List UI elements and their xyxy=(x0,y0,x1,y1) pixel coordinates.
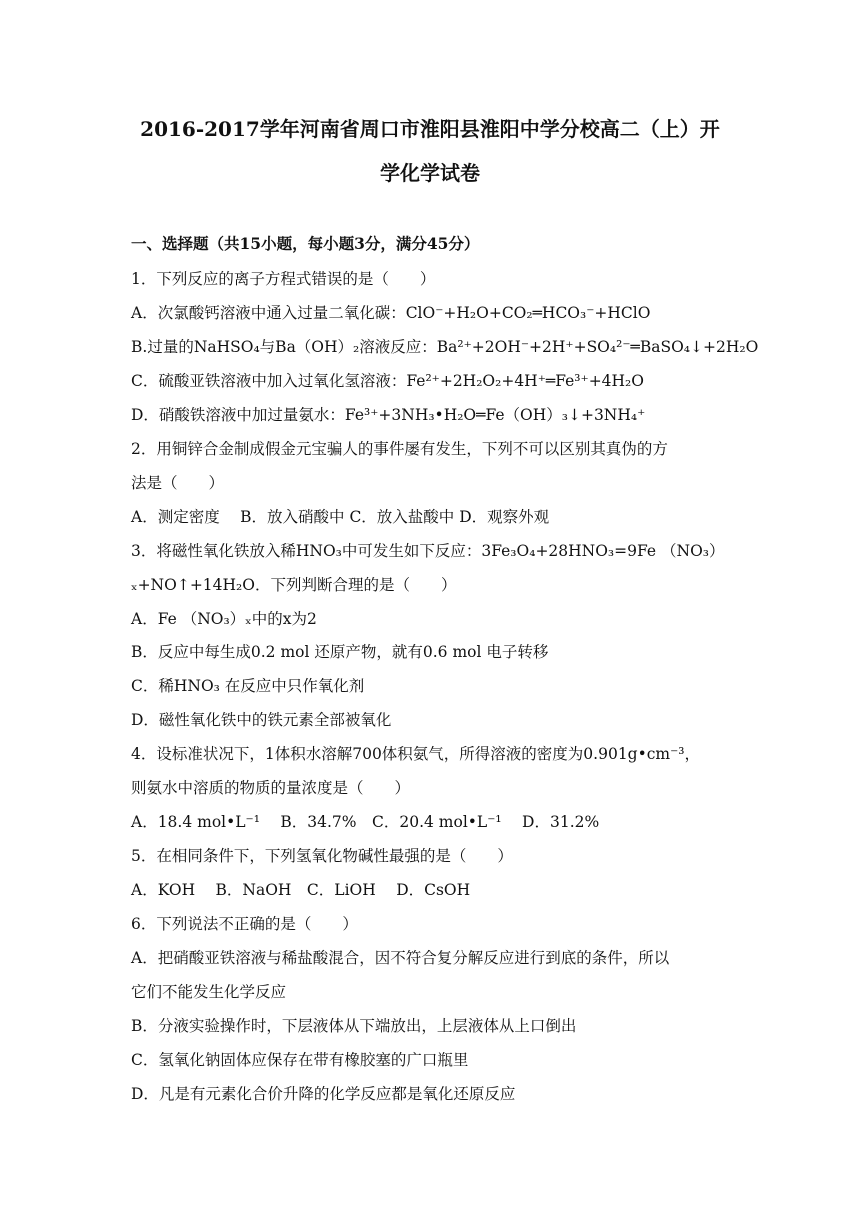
q1-option-d: D．硝酸铁溶液中加过量氨水：Fe³⁺+3NH₃•H₂O═Fe（OH）₃↓+3NH₄⁺ xyxy=(131,406,646,424)
q1-option-c: C．硫酸亚铁溶液中加入过氧化氢溶液：Fe²⁺+2H₂O₂+4H⁺═Fe³⁺+4H₂O xyxy=(131,372,644,390)
q4-stem-line-2: 则氨水中溶质的物质的量浓度是（ ） xyxy=(131,779,411,797)
q2-options: A．测定密度 B．放入硝酸中 C．放入盐酸中 D．观察外观 xyxy=(131,508,550,526)
q4-stem-line-1: 4．设标准状况下，1体积水溶解700体积氨气，所得溶液的密度为0.901g•cm⁻³， xyxy=(131,745,701,763)
q6-option-a-line-2: 它们不能发生化学反应 xyxy=(131,983,287,1001)
q1-stem: 1．下列反应的离子方程式错误的是（ ） xyxy=(131,270,436,288)
q3-stem-line-2: ₓ+NO↑+14H₂O．下列判断合理的是（ ） xyxy=(131,576,457,594)
q1-option-b: B.过量的NaHSO₄与Ba（OH）₂溶液反应：Ba²⁺+2OH⁻+2H⁺+SO₄²⁻═BaSO₄↓+2H₂O xyxy=(131,338,759,356)
q6-option-b: B．分液实验操作时，下层液体从下端放出，上层液体从上口倒出 xyxy=(131,1017,577,1035)
q6-option-d: D．凡是有元素化合价升降的化学反应都是氧化还原反应 xyxy=(131,1085,516,1103)
q4-options: A．18.4 mol•L⁻¹ B．34.7% C．20.4 mol•L⁻¹ D．31.2% xyxy=(131,813,600,831)
q1-option-a: A．次氯酸钙溶液中通入过量二氧化碳：ClO⁻+H₂O+CO₂═HCO₃⁻+HClO xyxy=(131,304,651,322)
exam-title-line-1: 2016-2017学年河南省周口市淮阳县淮阳中学分校高二（上）开 xyxy=(140,117,720,141)
q6-option-c: C．氢氧化钠固体应保存在带有橡胶塞的广口瓶里 xyxy=(131,1051,469,1069)
q5-stem: 5．在相同条件下，下列氢氧化物碱性最强的是（ ） xyxy=(131,847,513,865)
q6-option-a-line-1: A．把硝酸亚铁溶液与稀盐酸混合，因不符合复分解反应进行到底的条件，所以 xyxy=(131,949,670,967)
q3-option-b: B．反应中每生成0.2 mol 还原产物，就有0.6 mol 电子转移 xyxy=(131,643,549,661)
exam-title-line-2: 学化学试卷 xyxy=(380,161,480,185)
q6-stem: 6．下列说法不正确的是（ ） xyxy=(131,915,358,933)
q3-option-c: C．稀HNO₃ 在反应中只作氧化剂 xyxy=(131,677,365,695)
q3-stem-line-1: 3．将磁性氧化铁放入稀HNO₃中可发生如下反应：3Fe₃O₄+28HNO₃=9Fe （NO₃） xyxy=(131,542,725,560)
q2-stem-line-1: 2．用铜锌合金制成假金元宝骗人的事件屡有发生，下列不可以区别其真伪的方 xyxy=(131,440,668,458)
section-heading: 一、选择题（共15小题，每小题3分，满分45分） xyxy=(131,234,480,253)
q2-stem-line-2: 法是（ ） xyxy=(131,474,225,492)
q3-option-a: A．Fe （NO₃）ₓ中的x为2 xyxy=(131,610,317,628)
q5-options: A．KOH B．NaOH C．LiOH D．CsOH xyxy=(131,881,471,899)
q3-option-d: D．磁性氧化铁中的铁元素全部被氧化 xyxy=(131,711,392,729)
